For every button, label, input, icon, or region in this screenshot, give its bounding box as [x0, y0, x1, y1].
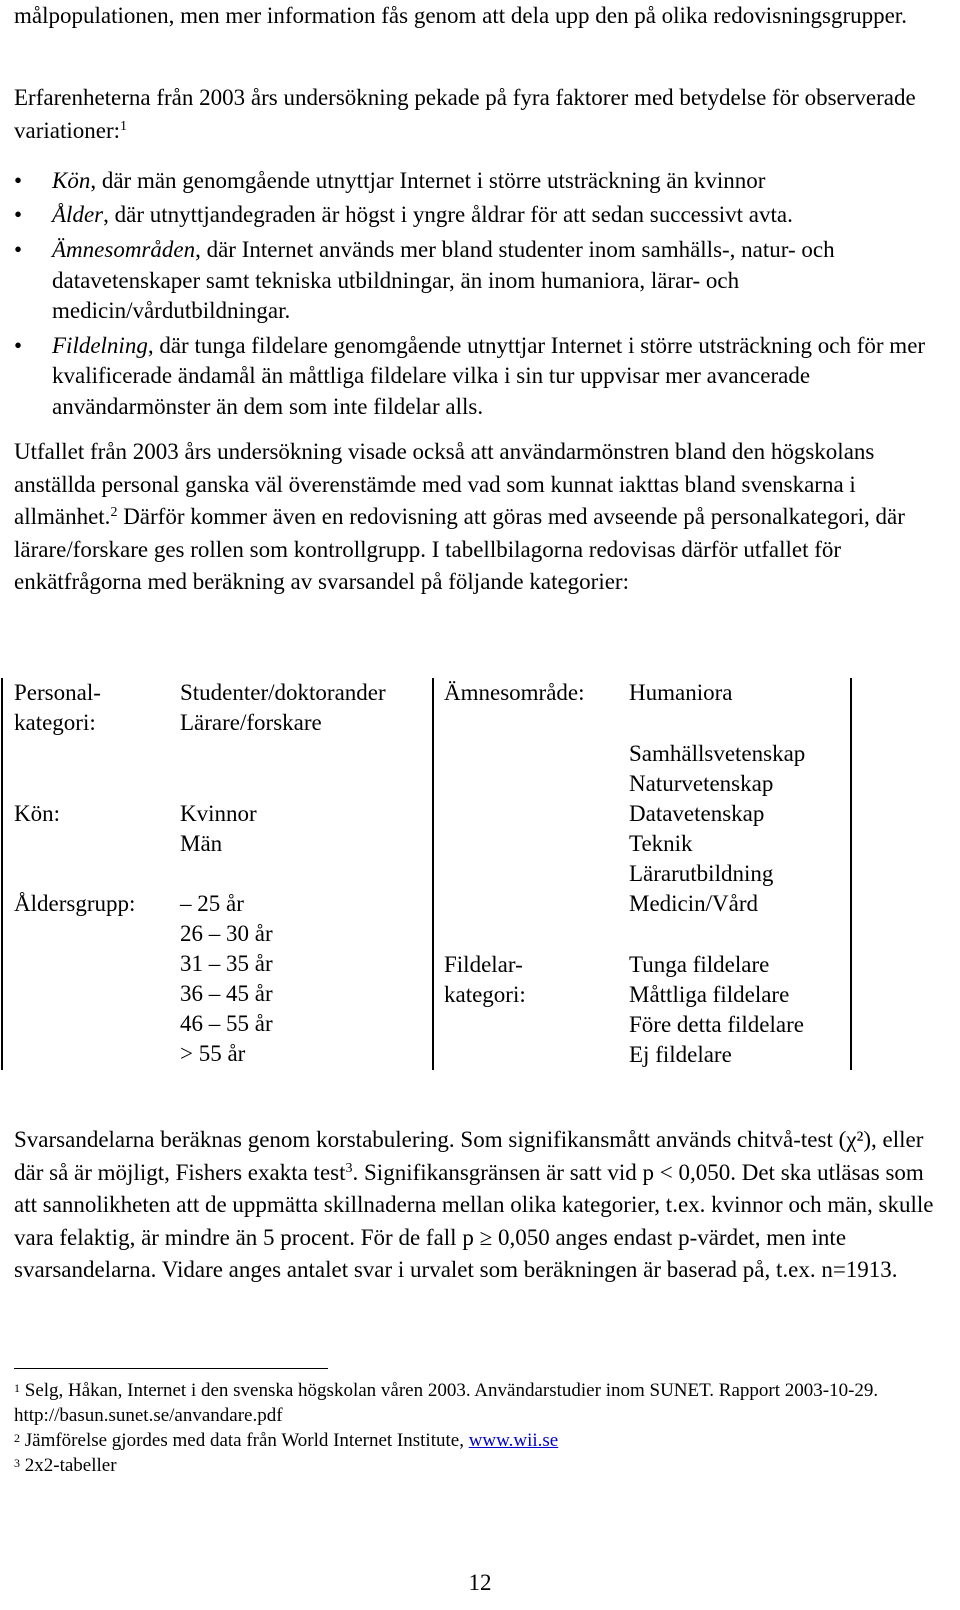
amne-value: Samhällsvetenskap [629, 741, 806, 766]
paragraph-intro-2 [14, 82, 934, 147]
amne-value: Humaniora [629, 680, 733, 705]
kon-value: Kvinnor [180, 801, 257, 826]
table-left-border [1, 678, 3, 1070]
paragraph-method [14, 1124, 934, 1287]
footnote-number: 2 [14, 1431, 20, 1445]
footnote-3 [14, 1453, 934, 1478]
alder-value: 26 – 30 år [180, 921, 273, 946]
list-item [14, 235, 934, 327]
amne-value: Datavetenskap [629, 801, 765, 826]
alder-value: 31 – 35 år [180, 951, 273, 976]
category-table [14, 678, 874, 1073]
personal-label-line-2: kategori: [14, 710, 96, 735]
footnote-text: 2x2-tabeller [24, 1455, 117, 1476]
alder-value: – 25 år [180, 891, 244, 916]
alder-value: 36 – 45 år [180, 981, 273, 1006]
paragraph-outcome [14, 436, 934, 599]
paragraph-method-text-a: Svarsandelarna beräknas genom korstabulering. Som signifikansmått används chitvå-test (χ²), eller där så är möjligt, Fishers exakta test [14, 1127, 924, 1185]
list-item [14, 331, 934, 423]
footnote-1 [14, 1378, 934, 1428]
factor-text: , där Internet används mer bland studenter inom samhälls-, natur- och datavetenskaper samt tekniska utbildningar, än inom humaniora, lärar- och medicin/vårdutbildningar. [52, 237, 835, 323]
fildel-value: Tunga fildelare [629, 952, 770, 977]
paragraph-intro-2-text: Erfarenheterna från 2003 års undersökning pekade på fyra faktorer med betydelse för observerade variationer: [14, 85, 916, 143]
factor-list [14, 166, 934, 422]
footnote-text: Jämförelse gjordes med data från World Internet Institute, [24, 1430, 469, 1451]
table-middle-border [432, 678, 434, 1070]
paragraph-method-text-b: . Signifikansgränsen är satt vid p < 0,050. Det ska utläsas som att sannolikheten att de uppmätta skillnaderna mellan olika kategorier, t.ex. kvinnor och män, skulle vara felaktig, är mindre än 5 procent. För de fall p ≥ 0,050 anges endast p-värdet, men inte svarsandelarna. Vidare anges antalet svar i urvalet som beräkningen är baserad på, t.ex. n=1913. [14, 1159, 934, 1282]
amne-value: Lärarutbildning [629, 861, 774, 886]
wii-link[interactable]: www.wii.se [468, 1430, 559, 1451]
footnote-2 [14, 1428, 934, 1453]
paragraph-intro-1: målpopulationen, men mer information fås genom att dela upp den på olika redovisningsgrupper. [14, 3, 907, 28]
amne-value: Medicin/Vård [629, 891, 759, 916]
footnote-ref-3: 3 [345, 1160, 353, 1176]
footnote-ref-1: 1 [120, 118, 128, 134]
footnote-ref-2: 2 [110, 505, 118, 520]
list-item [14, 200, 934, 231]
factor-text: , där tunga fildelare genomgående utnyttjar Internet i större utsträckning och för mer kvalificerade ändamål än måttliga fildelare vilka i sin tur uppvisar mer avancerade användarmönster än dem som inte fildelar alls. [52, 332, 926, 419]
factor-text: , där utnyttjandegraden är högst i yngre åldrar för att sedan successivt avta. [103, 201, 793, 227]
page-number: 12 [468, 1570, 492, 1595]
personal-value: Lärare/forskare [180, 710, 322, 735]
alder-value: 46 – 55 år [180, 1011, 273, 1036]
personal-value: Studenter/doktorander [180, 680, 386, 705]
paragraph-outcome-text-b: Därför kommer även en redovisning att göras med avseende på personalkategori, där lärare/forskare ges rollen som kontrollgrupp. I tabellbilagorna redovisas därför utfallet för enkätfrågorna med beräkning av svarsandel på följande kategorier: [14, 504, 905, 594]
amne-value: Teknik [629, 831, 693, 856]
fildel-value: Måttliga fildelare [629, 982, 790, 1007]
factor-term: Ämnesområden [52, 237, 196, 262]
alder-value: > 55 år [180, 1041, 246, 1066]
personal-label-line-1: Personal- [14, 680, 101, 705]
amne-label: Ämnesområde: [444, 680, 585, 705]
footnote-number: 3 [14, 1456, 20, 1470]
fildel-value: Ej fildelare [629, 1042, 732, 1067]
fildel-value: Före detta fildelare [629, 1012, 804, 1037]
factor-term: Fildelning [52, 332, 148, 358]
fildel-label-line-1: Fildelar- [444, 952, 523, 977]
kon-value: Män [180, 831, 223, 856]
factor-term: Kön [52, 168, 91, 193]
footnote-text: Selg, Håkan, Internet i den svenska högskolan våren 2003. Användarstudier inom SUNET. Rapport 2003-10-29. http://basun.sunet.se/anvandare.pdf [14, 1380, 879, 1426]
factor-text: , där män genomgående utnyttjar Internet i större utsträckning än kvinnor [90, 168, 766, 193]
alder-label: Åldersgrupp: [14, 891, 136, 916]
paragraph-outcome-text-a: Utfallet från 2003 års undersökning visade också att användarmönstren bland den högskolans anställda personal ganska väl överenstämde med vad som kunnat iakttas bland svenskarna i allmänhet. [14, 439, 875, 529]
factor-term: Ålder [52, 201, 104, 227]
fildel-label-line-2: kategori: [444, 982, 526, 1007]
footnote-separator [14, 1368, 328, 1369]
amne-value: Naturvetenskap [629, 771, 774, 796]
kon-label: Kön: [14, 801, 60, 826]
list-item [14, 166, 934, 197]
table-right-border [850, 678, 852, 1070]
footnotes [14, 1378, 934, 1478]
footnote-number: 1 [14, 1381, 20, 1395]
